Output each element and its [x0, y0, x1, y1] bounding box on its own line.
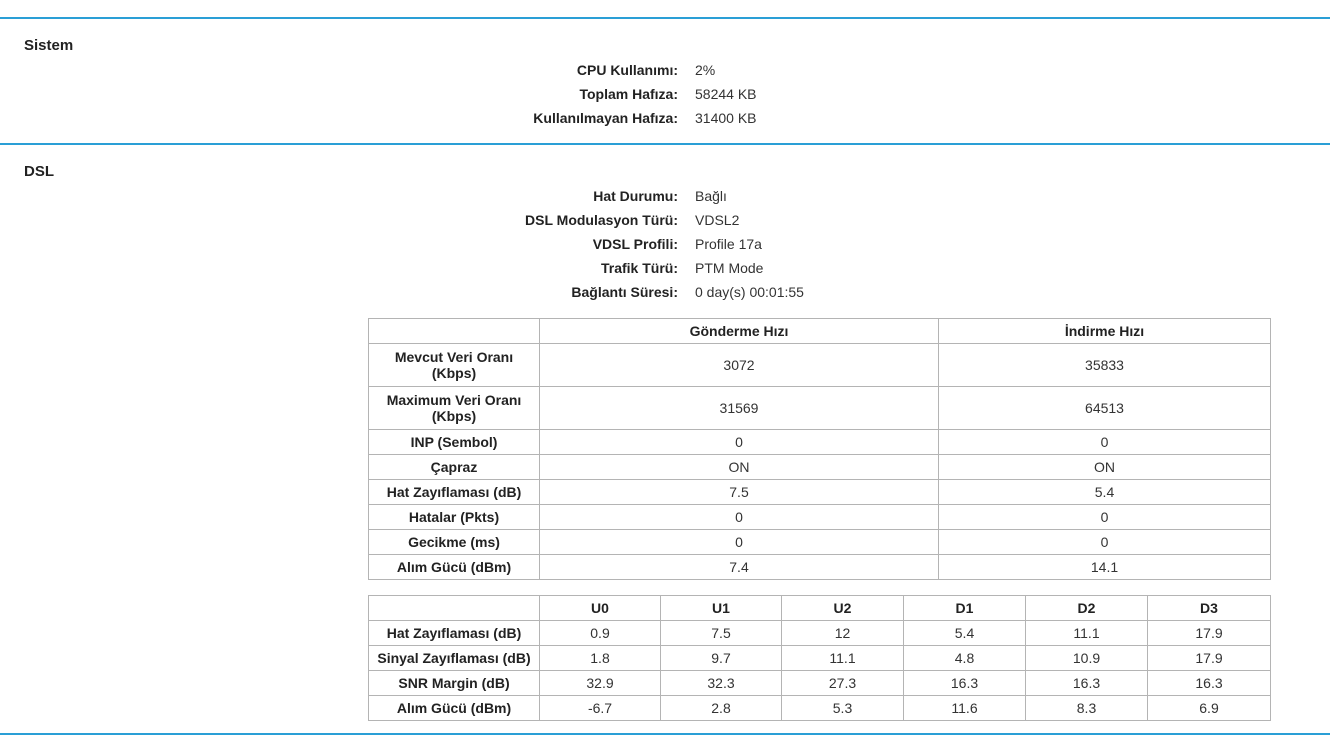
download-value: 14.1: [939, 555, 1271, 580]
kv-row-total-memory: [0, 86, 1330, 110]
band-value: 4.8: [904, 646, 1026, 671]
kv-row-free-memory: [0, 110, 1330, 134]
band-value: 8.3: [1026, 696, 1148, 721]
row-label: Sinyal Zayıflaması (dB): [369, 646, 540, 671]
band-value: 11.1: [782, 646, 904, 671]
upload-value: 0: [540, 505, 939, 530]
upload-value: 0: [540, 530, 939, 555]
kv-row-modulation: [0, 212, 1330, 236]
uptime-label: Bağlantı Süresi:: [571, 284, 678, 300]
upload-value: 0: [540, 430, 939, 455]
kv-row-uptime: [0, 284, 1330, 308]
kv-row-vdsl-profile: [0, 236, 1330, 260]
band-value: 1.8: [540, 646, 661, 671]
free-memory-value: 31400 KB: [695, 110, 757, 126]
download-value: 64513: [939, 387, 1271, 430]
row-label: SNR Margin (dB): [369, 671, 540, 696]
upload-value: 7.4: [540, 555, 939, 580]
row-label: Çapraz: [369, 455, 540, 480]
table-row: [369, 455, 1271, 480]
rate-header-upload: Gönderme Hızı: [540, 319, 939, 344]
band-value: 5.4: [904, 621, 1026, 646]
line-status-label: Hat Durumu:: [593, 188, 678, 204]
band-header-d1: D1: [904, 596, 1026, 621]
band-value: 10.9: [1026, 646, 1148, 671]
band-value: 6.9: [1148, 696, 1271, 721]
section-divider: [0, 143, 1330, 145]
table-row: [369, 344, 1271, 387]
modulation-label: DSL Modulasyon Türü:: [525, 212, 678, 228]
band-value: 16.3: [1148, 671, 1271, 696]
row-label: Hat Zayıflaması (dB): [369, 621, 540, 646]
row-label: INP (Sembol): [369, 430, 540, 455]
table-row: [369, 430, 1271, 455]
table-row: [369, 621, 1271, 646]
band-value: 0.9: [540, 621, 661, 646]
top-divider: [0, 17, 1330, 19]
free-memory-label: Kullanılmayan Hafıza:: [533, 110, 678, 126]
bottom-divider: [0, 733, 1330, 735]
band-value: 7.5: [661, 621, 782, 646]
upload-value: 7.5: [540, 480, 939, 505]
upload-value: 3072: [540, 344, 939, 387]
rate-table-header: [369, 319, 1271, 344]
section-title-sistem: Sistem: [24, 37, 74, 54]
uptime-value: 0 day(s) 00:01:55: [695, 284, 804, 300]
band-value: 16.3: [1026, 671, 1148, 696]
upload-value: 31569: [540, 387, 939, 430]
band-value: 17.9: [1148, 621, 1271, 646]
row-label: Hat Zayıflaması (dB): [369, 480, 540, 505]
band-header-u0: U0: [540, 596, 661, 621]
band-value: 16.3: [904, 671, 1026, 696]
band-value: 32.9: [540, 671, 661, 696]
band-table-header: [369, 596, 1271, 621]
row-label: Alım Gücü (dBm): [369, 696, 540, 721]
vdsl-profile-value: Profile 17a: [695, 236, 762, 252]
band-value: -6.7: [540, 696, 661, 721]
table-row: [369, 696, 1271, 721]
kv-row-cpu: [0, 62, 1330, 86]
band-value: 11.1: [1026, 621, 1148, 646]
table-row: [369, 555, 1271, 580]
cpu-usage-value: 2%: [695, 62, 716, 78]
traffic-type-value: PTM Mode: [695, 260, 764, 276]
table-row: [369, 505, 1271, 530]
traffic-type-label: Trafik Türü:: [600, 260, 678, 276]
band-value: 12: [782, 621, 904, 646]
download-value: ON: [939, 455, 1271, 480]
table-row: [369, 671, 1271, 696]
rate-header-download: İndirme Hızı: [939, 319, 1271, 344]
band-table: [368, 595, 1271, 721]
download-value: 0: [939, 505, 1271, 530]
table-row: [369, 387, 1271, 430]
total-memory-value: 58244 KB: [695, 86, 757, 102]
band-value: 17.9: [1148, 646, 1271, 671]
line-status-value: Bağlı: [695, 188, 727, 204]
kv-row-traffic-type: [0, 260, 1330, 284]
kv-row-line-status: [0, 188, 1330, 212]
band-header-d2: D2: [1026, 596, 1148, 621]
band-header-corner: [369, 596, 540, 621]
row-label: Alım Gücü (dBm): [369, 555, 540, 580]
rate-header-corner: [369, 319, 540, 344]
download-value: 0: [939, 530, 1271, 555]
rate-table: [368, 318, 1271, 580]
modulation-value: VDSL2: [695, 212, 740, 228]
table-row: [369, 530, 1271, 555]
band-value: 9.7: [661, 646, 782, 671]
download-value: 0: [939, 430, 1271, 455]
section-title-dsl: DSL: [24, 163, 54, 180]
download-value: 5.4: [939, 480, 1271, 505]
table-row: [369, 646, 1271, 671]
band-header-u1: U1: [661, 596, 782, 621]
table-row: [369, 480, 1271, 505]
total-memory-label: Toplam Hafıza:: [579, 86, 678, 102]
row-label: Hatalar (Pkts): [369, 505, 540, 530]
upload-value: ON: [540, 455, 939, 480]
row-label: Gecikme (ms): [369, 530, 540, 555]
vdsl-profile-label: VDSL Profili:: [592, 236, 678, 252]
row-label: Maximum Veri Oranı (Kbps): [369, 387, 540, 430]
band-header-d3: D3: [1148, 596, 1271, 621]
download-value: 35833: [939, 344, 1271, 387]
band-value: 32.3: [661, 671, 782, 696]
band-value: 2.8: [661, 696, 782, 721]
band-value: 11.6: [904, 696, 1026, 721]
cpu-usage-label: CPU Kullanımı:: [576, 62, 678, 78]
band-value: 5.3: [782, 696, 904, 721]
band-value: 27.3: [782, 671, 904, 696]
row-label: Mevcut Veri Oranı (Kbps): [369, 344, 540, 387]
band-header-u2: U2: [782, 596, 904, 621]
